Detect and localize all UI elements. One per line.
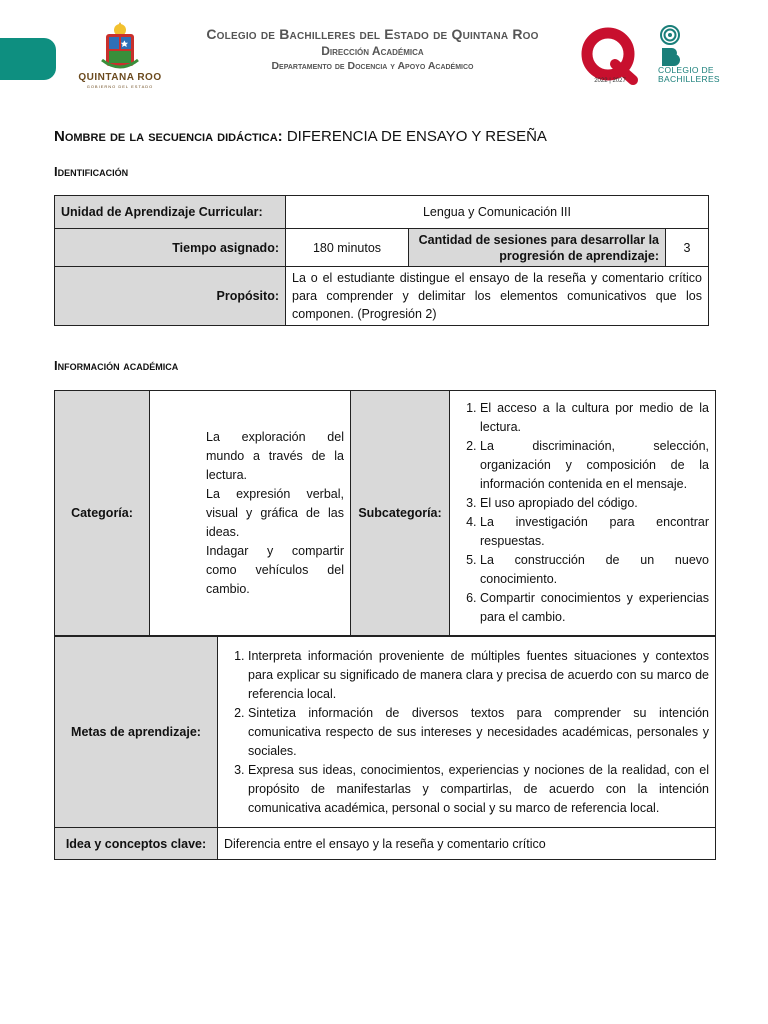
sequence-title-label: Nombre de la secuencia didáctica: — [54, 128, 283, 145]
categoria-line: La exploración del mundo a través de la lectura. — [206, 429, 344, 482]
categoria-line: Indagar y compartir como vehículos del cambio. — [206, 543, 344, 596]
proposito-label: Propósito: — [55, 267, 286, 326]
institution-name: Colegio de Bachilleres del Estado de Quintana Roo — [206, 26, 539, 42]
state-subtitle: GOBIERNO DEL ESTADO — [86, 84, 154, 89]
cb-wordmark-line2: BACHILLERES — [658, 74, 720, 84]
identificacion-heading: Identificación — [54, 164, 129, 179]
idea-label: Idea y conceptos clave: — [55, 828, 218, 860]
academica-heading: Información académica — [54, 358, 179, 373]
sesiones-label: Cantidad de sesiones para desarrollar la progresión de aprendizaje: — [409, 229, 666, 267]
list-item: 4. La investigación para encontrar respuestas. — [480, 513, 709, 551]
metas-value — [218, 637, 716, 828]
q-logo-years: 2022 | 2027 — [594, 78, 626, 84]
department-name: Departamento de Docencia y Apoyo Académico — [271, 60, 474, 72]
list-item: 1. El acceso a la cultura por medio de la lectura. — [480, 399, 709, 437]
categoria-value — [150, 391, 351, 636]
list-item: 2. Sintetiza información de diversos textos para comprender su intención comunicativa respecto de sus intereses y necesidades académicas, personales y sociales. — [248, 704, 709, 761]
subcategoria-value — [450, 391, 716, 636]
tiempo-label: Tiempo asignado: — [55, 229, 286, 267]
tiempo-value: 180 minutos — [286, 229, 409, 267]
state-name: QUINTANA ROO — [78, 72, 162, 83]
list-item: 3. Expresa sus ideas, conocimientos, experiencias y nociones de la realidad, con el propósito de manifestarlas y compartirlas, de acuerdo con la intención comunicativa académica, personal o social y su marco de referencia local. — [248, 761, 709, 818]
uac-label: Unidad de Aprendizaje Curricular: — [55, 196, 286, 229]
subcategoria-label: Subcategoría: — [351, 391, 450, 636]
list-item: 1. Interpreta información proveniente de múltiples fuentes situaciones y contextos para explicar su significado de manera clara y precisa de acuerdo con su marco de referencia local. — [248, 647, 709, 704]
page-tab-accent — [0, 38, 56, 80]
metas-list — [224, 647, 709, 818]
sequence-title — [54, 128, 547, 145]
academica-table — [54, 390, 716, 636]
cb-wordmark-line1: COLEGIO DE — [658, 65, 714, 75]
list-item: 2. La discriminación, selección, organización y composición de la información contenida en el mensaje. — [480, 437, 709, 494]
identificacion-table — [54, 195, 709, 326]
metas-label: Metas de aprendizaje: — [55, 637, 218, 828]
categoria-line: La expresión verbal, visual y gráfica de las ideas. — [206, 486, 344, 539]
subcategoria-list — [456, 399, 709, 627]
document-header — [70, 18, 750, 98]
colegio-bachilleres-wordmark — [658, 66, 720, 84]
colegio-bachilleres-logo — [658, 24, 690, 68]
list-item: 3. El uso apropiado del código. — [480, 494, 709, 513]
uac-value: Lengua y Comunicación III — [286, 196, 709, 229]
sesiones-value: 3 — [666, 229, 709, 267]
sequence-title-value: DIFERENCIA DE ENSAYO Y RESEÑA — [286, 128, 547, 145]
proposito-value: La o el estudiante distingue el ensayo de la reseña y comentario crítico para comprender y delimitar los elementos comunicativos que los componen. (Progresión 2) — [286, 267, 709, 326]
metas-table — [54, 636, 716, 860]
idea-value: Diferencia entre el ensayo y la reseña y comentario crítico — [218, 828, 716, 860]
categoria-label: Categoría: — [55, 391, 150, 636]
direction-name: Dirección Académica — [321, 44, 424, 58]
institution-block — [175, 26, 570, 72]
list-item: 6. Compartir conocimientos y experiencias para el cambio. — [480, 589, 709, 627]
list-item: 5. La construcción de un nuevo conocimiento. — [480, 551, 709, 589]
